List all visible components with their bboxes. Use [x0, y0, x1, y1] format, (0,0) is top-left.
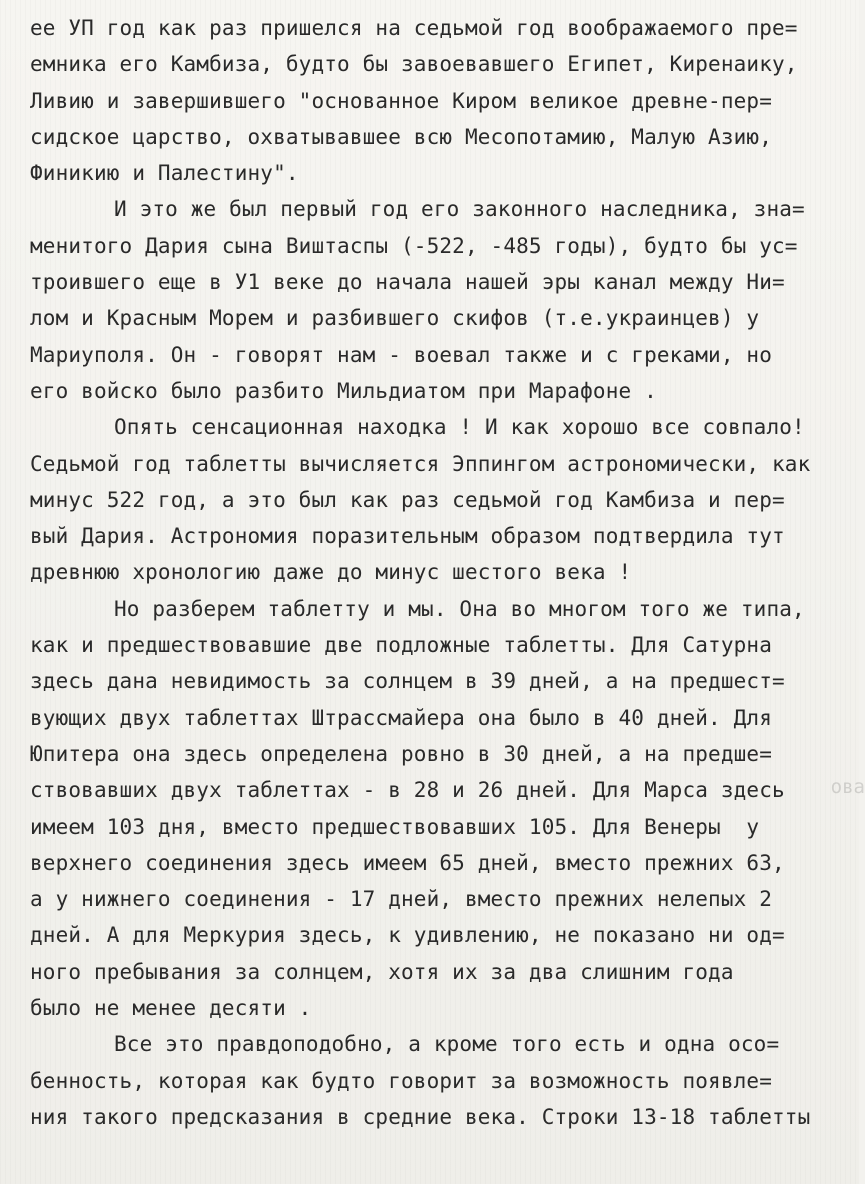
- text-line: ствовавших двух таблеттах - в 28 и 26 дней. Для Марса здесь: [30, 778, 785, 803]
- margin-bleed-text: ова: [830, 776, 865, 798]
- text-line: Седьмой год таблетты вычисляется Эппингом астрономически, как: [30, 451, 811, 476]
- text-line: менитого Дария сына Виштаспы (-522, -485 годы), будто бы ус=: [30, 233, 798, 258]
- text-line: ее УП год как раз пришелся на седьмой год воображаемого пре=: [30, 16, 798, 40]
- text-line: вый Дария. Астрономия поразительным образом подтвердила тут: [30, 524, 785, 549]
- text-line: Ливию и завершившего "основанное Киром великое древне-пер=: [30, 88, 772, 113]
- text-line: имеем 103 дня, вместо предшествовавших 105. Для Венеры у: [30, 814, 760, 839]
- text-line: сидское царство, охватывавшее всю Месопотамию, Малую Азию,: [30, 124, 772, 149]
- text-line: емника его Камбиза, будто бы завоевавшего Египет, Киренаику,: [30, 52, 798, 77]
- text-line: Финикию и Палестину".: [30, 161, 299, 186]
- text-line: было не менее десяти .: [30, 996, 312, 1021]
- text-line: ния такого предсказания в средние века. Строки 13-18 таблетты: [30, 1104, 811, 1129]
- text-line: вующих двух таблеттах Штрассмайера она было в 40 дней. Для: [30, 705, 772, 730]
- paragraph-start-line: Опять сенсационная находка ! И как хорошо все совпало!: [114, 415, 805, 440]
- paragraph-start-line: И это же был первый год его законного наследника, зна=: [114, 197, 805, 222]
- paragraph-start-line: Все это правдоподобно, а кроме того есть и одна осо=: [114, 1032, 780, 1057]
- text-line: лом и Красным Морем и разбившего скифов (т.е.украинцев) у: [30, 306, 760, 331]
- text-line: Юпитера она здесь определена ровно в 30 дней, а на предше=: [30, 741, 772, 766]
- page-text: [30, 10, 840, 1135]
- text-line: здесь дана невидимость за солнцем в 39 дней, а на предшест=: [30, 669, 785, 694]
- paragraph-start-line: Но разберем таблетту и мы. Она во многом того же типа,: [114, 596, 805, 621]
- text-line: ного пребывания за солнцем, хотя их за два слишним года: [30, 959, 734, 984]
- text-line: его войско было разбито Мильдиатом при Марафоне .: [30, 378, 657, 403]
- text-line: минус 522 год, а это был как раз седьмой год Камбиза и пер=: [30, 487, 785, 512]
- text-line: троившего еще в У1 веке до начала нашей эры канал между Ни=: [30, 270, 785, 295]
- text-line: древнюю хронологию даже до минус шестого века !: [30, 560, 632, 585]
- text-line: дней. А для Меркурия здесь, к удивлению, не показано ни од=: [30, 923, 785, 948]
- text-line: бенность, которая как будто говорит за возможность появле=: [30, 1068, 772, 1093]
- text-line: верхнего соединения здесь имеем 65 дней, вместо прежних 63,: [30, 850, 785, 875]
- text-line: Мариуполя. Он - говорят нам - воевал также и с греками, но: [30, 342, 772, 367]
- text-line: а у нижнего соединения - 17 дней, вместо прежних нелепых 2: [30, 887, 772, 912]
- text-line: как и предшествовавшие две подложные таблетты. Для Сатурна: [30, 633, 772, 658]
